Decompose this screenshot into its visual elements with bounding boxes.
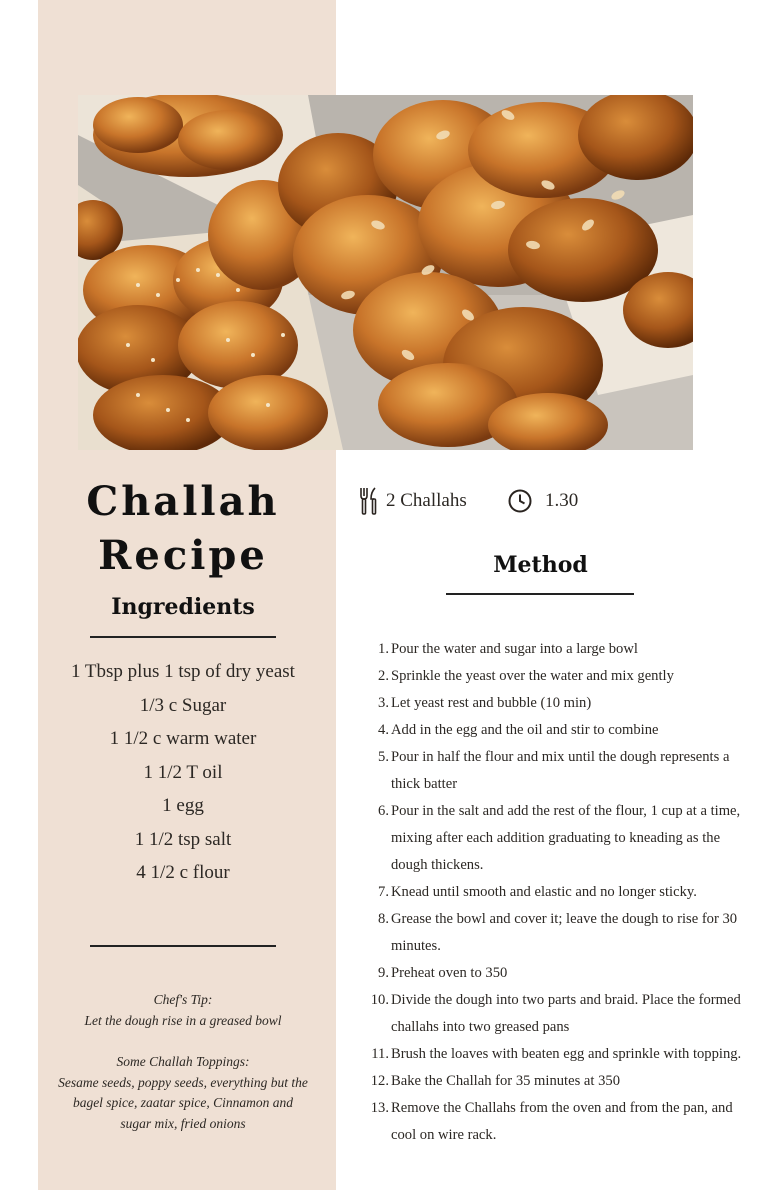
toppings: [58, 1052, 308, 1134]
chefs-tip-text: Let the dough rise in a greased bowl: [84, 1012, 282, 1028]
chefs-tip-heading: Chef's Tip:: [153, 992, 213, 1007]
ingredient-item: 1 egg: [162, 795, 204, 816]
chefs-tip: [58, 990, 308, 1031]
ingredient-item: 4 1/2 c flour: [136, 862, 230, 883]
method-step: 1. Pour the water and sugar into a large bowl: [378, 641, 638, 657]
method-rule: [446, 593, 634, 595]
method-steps: [365, 636, 750, 1149]
toppings-text: Sesame seeds, poppy seeds, everything but the bagel spice, zaatar spice, Cinnamon and sugar mix, fried onions: [58, 1074, 308, 1131]
ingredient-item: 1 1/2 T oil: [143, 761, 223, 783]
ingredient-item: 1 Tbsp plus 1 tsp of dry yeast: [71, 661, 295, 682]
method-heading: Method: [493, 552, 588, 578]
challah-photo: [78, 95, 693, 450]
method-step: 10. Divide the dough into two parts and braid. Place the formed challahs into two greased pans: [370, 992, 741, 1035]
ingredients-rule-bottom: [90, 945, 276, 947]
yield-text: 2 Challahs: [386, 490, 467, 511]
method-step: 9. Preheat oven to 350: [378, 965, 508, 981]
method-step: 4. Add in the egg and the oil and stir to combine: [378, 722, 659, 738]
ingredient-item: 1 1/2 tsp salt: [134, 828, 232, 850]
method-step: 12. Bake the Challah for 35 minutes at 350: [370, 1073, 620, 1089]
method-step: 8. Grease the bowl and cover it; leave the dough to rise for 30 minutes.: [378, 911, 738, 954]
toppings-heading: Some Challah Toppings:: [116, 1054, 250, 1069]
time-info: [507, 486, 578, 516]
ingredients-heading: Ingredients: [111, 594, 255, 620]
method-step: 5. Pour in half the flour and mix until the dough represents a thick batter: [378, 749, 730, 792]
method-step: 7. Knead until smooth and elastic and no longer sticky.: [378, 884, 697, 900]
ingredients-list: [38, 655, 328, 890]
method-step: 6. Pour in the salt and add the rest of the flour, 1 cup at a time, mixing after each addition graduating to kneading as the dough thickens.: [378, 803, 741, 873]
ingredient-item: 1/3 c Sugar: [139, 694, 227, 716]
recipe-title-line1: Challah: [86, 478, 280, 525]
method-step: 11. Brush the loaves with beaten egg and sprinkle with topping.: [371, 1046, 742, 1062]
method-step: 3. Let yeast rest and bubble (10 min): [378, 695, 592, 711]
time-text: 1.30: [545, 490, 579, 511]
ingredient-item: 1 1/2 c warm water: [109, 728, 257, 749]
method-step: 13. Remove the Challahs from the oven and from the pan, and cool on wire rack.: [370, 1100, 733, 1143]
ingredients-rule-top: [90, 636, 276, 638]
recipe-title-line2: Recipe: [98, 532, 268, 579]
yield-info: [358, 486, 467, 516]
fork-knife-icon: [358, 486, 380, 516]
method-step: 2. Sprinkle the yeast over the water and mix gently: [378, 668, 674, 684]
clock-icon: [507, 488, 533, 514]
